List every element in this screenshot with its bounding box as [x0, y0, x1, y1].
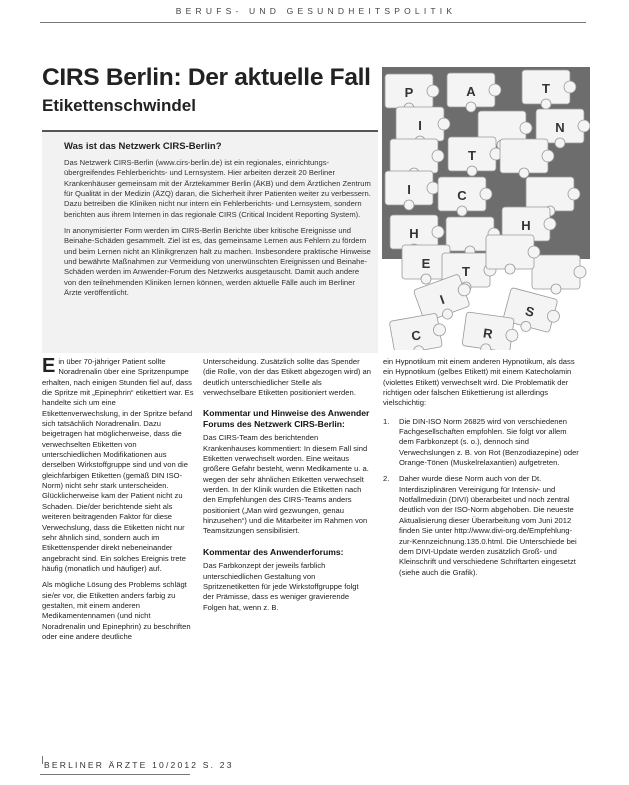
list-number: 1. — [383, 416, 390, 426]
puzzle-letter: E — [421, 256, 431, 271]
puzzle-letter: H — [521, 218, 531, 233]
text-column-1 — [42, 357, 194, 642]
article-subtitle: Etikettenschwindel — [42, 96, 196, 115]
puzzle-letter: T — [462, 264, 470, 279]
puzzle-letter: H — [409, 226, 419, 241]
top-rule — [40, 22, 586, 23]
puzzle-letter: C — [410, 327, 423, 344]
text-column-2 — [203, 357, 371, 613]
puzzle-letter: I — [418, 118, 422, 133]
paragraph: ein Hypnotikum mit einem anderen Hypnotikum, als dass ein Hypnotikum (gelbes Etikett) mit einem Katecholamin (violettes Etikett) verwechselt wird. Die Problematik der richtigen oder falschen Etikettierung ist allerdings vielschichtig: — [383, 357, 575, 408]
puzzle-letter: P — [404, 85, 414, 100]
comment-heading: Kommentar und Hinweise des Anwender Forums des Netzwerk CIRS-Berlin: — [203, 408, 370, 429]
paragraph: Unterscheidung. Zusätzlich sollte das Spender (die Rolle, von der das Etikett abgezogen wird) an deutlich unterschiedlicher Stelle als verwechselbare Etiketten positioniert werden. — [203, 357, 372, 398]
text-column-3 — [383, 357, 583, 584]
puzzle-letter: A — [466, 84, 476, 99]
puzzle-piece — [532, 255, 586, 294]
puzzle-piece — [385, 171, 439, 210]
puzzle-letter: I — [437, 291, 447, 308]
puzzle-piece — [438, 177, 492, 216]
puzzle-piece — [522, 70, 576, 109]
puzzle-piece — [448, 137, 502, 176]
puzzle-piece — [447, 73, 501, 112]
page-footer: BERLINER ÄRZTE 10/2012 S. 23 — [44, 760, 234, 770]
paragraph: Als mögliche Lösung des Problems schlägt sie/er vor, die Etiketten anders farbig zu gestalten, mit einem anderen Medikamentennamen (und nicht Noradrenalin und Epinephrin) zu beschriften oder eine andere deutliche — [42, 580, 191, 641]
footer-rule-left — [42, 756, 43, 764]
running-head: BERUFS- UND GESUNDHEITSPOLITIK — [175, 6, 457, 16]
puzzle-piece — [486, 235, 540, 274]
article-title: CIRS Berlin: Der aktuelle Fall — [42, 64, 371, 91]
puzzle-letter: I — [407, 182, 411, 197]
puzzle-letter: S — [523, 303, 536, 320]
puzzle-image — [382, 67, 590, 350]
info-box-text — [64, 158, 372, 304]
info-box-paragraph: In anonymisierter Form werden im CIRS-Berlin Berichte über kritische Ereignisse und Beinahe-Schäden gesammelt. Ziel ist es, das gemeinsame Lernen aus Fehlern zu fördern und beim Lernen nicht an Klinikgrenzen halt zu machen. Insbesondere praktische Hinweise und bewährte Maßnahmen zur Vermeidung von unerwünschten Ereignissen und Beinahe-Schäden werden im Anwender-Forum des Netzwerks ausgetauscht. Damit auch andere von den teilnehmenden Kliniken lernen können, werden aktuelle Fälle auch im Berliner Ärzte veröffentlicht. — [64, 226, 371, 298]
info-box-paragraph: Das Netzwerk CIRS-Berlin (www.cirs-berlin.de) ist ein regionales, einrichtungs-übergreifendes Fehlerberichts- und Lernsystem. Hier arbeiten derzeit 20 Berliner Krankenhäuser gemeinsam mit der Ärztekammer Berlin (ÄKB) und dem Ärztlichen Zentrum für Qualität in der Medizin (ÄZQ) daran, die Sicherheit ihrer Patienten weiter zu verbessern. Dazu betreiben die Kliniken nicht nur intern ein Fehlerberichts- und Lernsystem, sondern berichten aus ihrem Internen in das regionale CIRS (Critical Incident Reporting System). — [64, 158, 371, 219]
intro-text: in über 70-jähriger Patient sollte Noradrenalin über eine Spritzenpumpe erhalten, nach einigen Stunden fiel auf, dass die Spritze mit „Epinephrin“ etikettiert war. Es handelte sich um eine Etikettenverwechslung, in der Spritze befand sich tatsächlich Noradrenalin. Dazu beigetragen hat möglicherweise, dass die verwechselten Etiketten von unterschiedlichen Modifikationen aus derselben Wirkstoffgruppe sind und von die gleichfarbigen Etiketten (gemäß DIN ISO-Norm) nicht sehr stark unterscheiden. Glücklicherweise kam der Patient nicht zu Schaden. Die/der berichtende sieht als weiteren beitragenden Faktor für diese Verwechslung, dass die Etiketten nicht nur sehr ähnlich sind, sondern auch im Etikettenspender direkt nebeneinander angebracht sind. Ein solches Ereignis trete häufig (monatlich und häufiger) auf. — [42, 357, 194, 573]
list-text: Die DIN-ISO Norm 26825 wird von verschiedenen Fachgesellschaften empfohlen. Sie folgt vor allem dem Farbkonzept (s. o.), dennoch sind Verwechslungen z. B. von Rot (Benzodiazepine) oder Orange-Tönen (Muskelrelaxantien) aufgetreten. — [399, 416, 579, 468]
intro-paragraph — [42, 357, 194, 574]
puzzle-letter: R — [482, 325, 494, 342]
list-number: 2. — [383, 474, 390, 484]
list-text: Daher wurde diese Norm auch von der Dt. Interdisziplinären Vereinigung für Intensiv- und Notfallmedizin (DIVI) überarbeitet und noch zentral deutlich von der ISO-Norm abgehoben. Die neueste Aktualisierung dieser Überarbeitung vom Juni 2012 finden Sie unter http://www.divi-org.de/Empfehlung-zur-Kennzeichnung.135.0.html. Die Unterschiede bei dem DIVI-Update werden zusätzlich Groß- und Kleinschrift und verschiedene Schriftarten eingesetzt (siehe auch die Grafik). — [399, 474, 577, 577]
puzzle-piece — [500, 139, 554, 178]
forum-heading: Kommentar des Anwenderforums: — [203, 546, 344, 557]
paragraph: Das CIRS-Team des berichtenden Krankenhauses kommentiert: In diesem Fall sind Etiketten verwechselt worden. Eine weitaus größere Gefahr besteht, wenn Medikamente u. a. wegen der sehr ähnlichen Etiketten verwechselt werden. In der Klinik wurden die Etiketten nach den Empfehlungen des CIRS-Teams anders positioniert („Man wird gezwungen, genau hinzusehen“) und die Mitarbeiter im Rahmen von Teamsitzungen sensibilisiert. — [203, 433, 369, 536]
puzzle-letter: N — [555, 120, 565, 135]
numbered-list — [383, 417, 583, 578]
puzzle-letter: T — [542, 81, 550, 96]
info-box-heading: Was ist das Netzwerk CIRS-Berlin? — [64, 141, 222, 152]
list-item — [383, 417, 583, 469]
paragraph: Das Farbkonzept der jeweils farblich unterschiedlichen Gestaltung von Spritzenetiketten für jede Wirkstoffgruppe folgt der Prämisse, dass es weniger gravierende Folgen hat, wenn z. B. — [203, 561, 359, 612]
list-item — [383, 474, 583, 577]
puzzle-letter: T — [468, 148, 476, 163]
drop-cap: E — [42, 355, 56, 377]
puzzle-letter: C — [457, 188, 467, 203]
footer-rule-bottom — [40, 774, 190, 775]
